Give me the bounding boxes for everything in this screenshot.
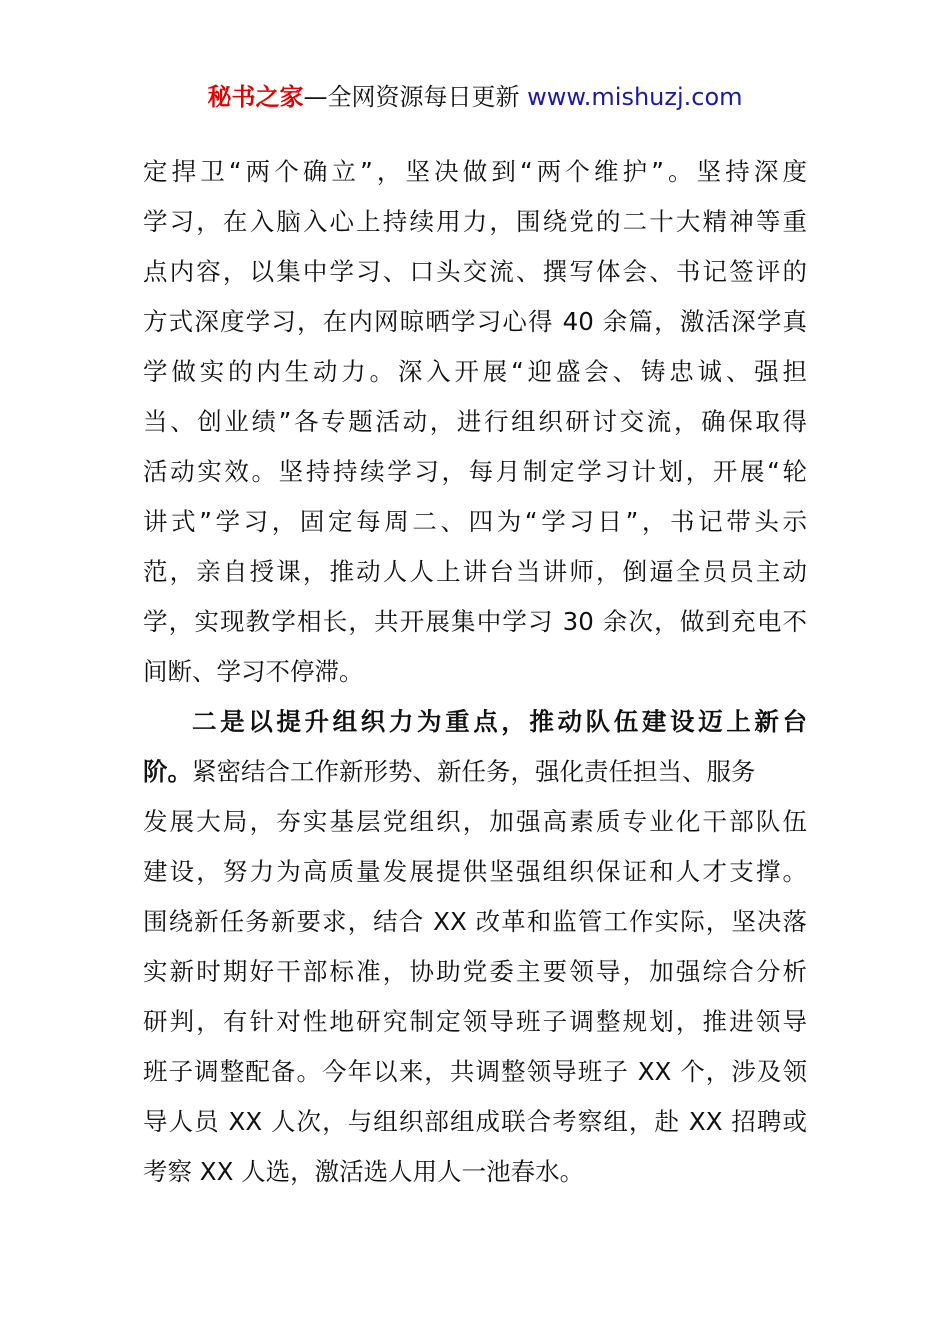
text-line: 导人员 XX 人次，与组织部组成联合考察组，赴 XX 招聘或 (143, 1107, 807, 1136)
text-line: 考察 XX 人选，激活选人用人一池春水。 (143, 1157, 585, 1186)
page-header (0, 80, 950, 114)
text-line: 点内容，以集中学习、口头交流、撰写体会、书记签评的 (143, 257, 807, 286)
document-body (143, 147, 807, 1197)
text-line: 班子调整配备。今年以来，共调整领导班子 XX 个，涉及领 (143, 1057, 807, 1086)
site-url-link[interactable]: www.mishuzj.com (527, 83, 743, 111)
text-line (143, 747, 807, 797)
text-line: 学做实的内生动力。深入开展“迎盛会、铸忠诚、强担 (143, 357, 807, 386)
text-line: 学习，在入脑入心上持续用力，围绕党的二十大精神等重 (143, 207, 807, 236)
text-line: 建设，努力为高质量发展提供坚强组织保证和人才支撑。 (143, 857, 807, 886)
text-line: 研判，有针对性地研究制定领导班子调整规划，推进领导 (143, 1007, 807, 1036)
text-line: 活动实效。坚持持续学习，每月制定学习计划，开展“轮 (143, 457, 807, 486)
text-line: 间断、学习不停滞。 (143, 657, 364, 686)
text-line: 实新时期好干部标准，协助党委主要领导，加强综合分析 (143, 957, 807, 986)
text-line: 讲式”学习，固定每周二、四为“学习日”，书记带头示 (143, 507, 807, 536)
text-line: 发展大局，夯实基层党组织，加强高素质专业化干部队伍 (143, 807, 807, 836)
paragraph-text: 紧密结合工作新形势、新任务，强化责任担当、服务 (192, 757, 756, 786)
site-tagline: —全网资源每日更新 (303, 83, 528, 111)
text-line: 方式深度学习，在内网晾晒学习心得 40 余篇，激活深学真 (143, 307, 807, 336)
text-line: 围绕新任务新要求，结合 XX 改革和监管工作实际，坚决落 (143, 907, 807, 936)
text-line: 当、创业绩”各专题活动，进行组织研讨交流，确保取得 (143, 407, 807, 436)
text-line: 学，实现教学相长，共开展集中学习 30 余次，做到充电不 (143, 607, 807, 636)
section-heading: 二是以提升组织力为重点，推动队伍建设迈上新台 (192, 707, 807, 736)
text-line: 范，亲自授课，推动人人上讲台当讲师，倒逼全员员主动 (143, 557, 807, 586)
text-line: 定捍卫“两个确立”，坚决做到“两个维护”。坚持深度 (143, 157, 807, 186)
site-brand: 秘书之家 (207, 83, 304, 111)
section-heading-end: 阶。 (143, 757, 192, 786)
